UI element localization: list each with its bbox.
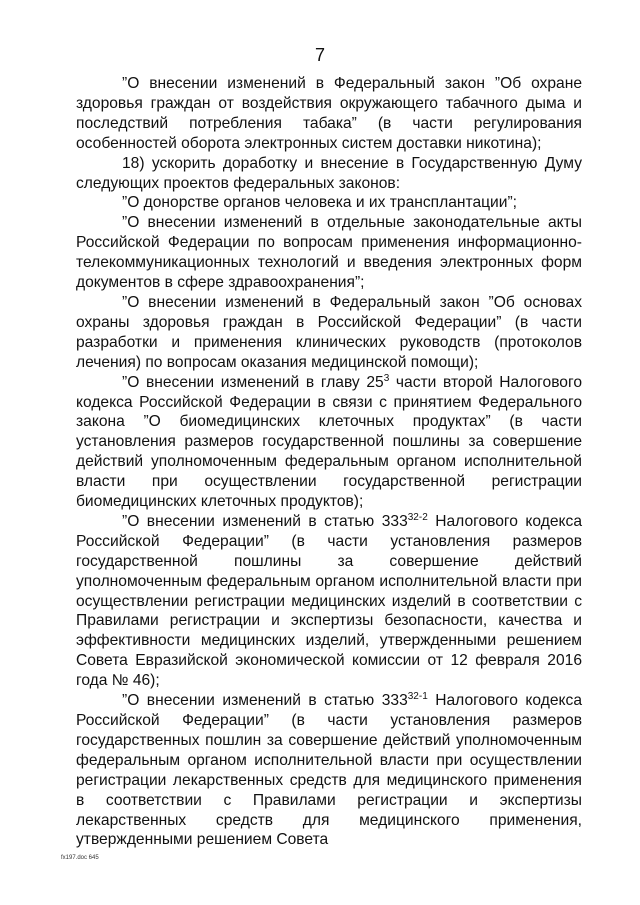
paragraph-part: Налогового кодекса Российской Федерации” (в части установления размеров государственной пошлины за совершение действий уполномоченным федеральным органом исполнительной власти при осуществлении регистрации медицинских изделий в соответствии с Правилами регистрации и экспертизы безопасности, качества и эффективности медицинских изделий, утвержденными решением Совета Евразийской экономической комиссии от 12 февраля 2016 года № 46); — [76, 512, 582, 690]
superscript: 32-1 — [407, 691, 428, 703]
page-number: 7 — [314, 45, 325, 65]
superscript: 3 — [383, 372, 390, 384]
paragraph-part: ”О внесении изменений в главу 25 — [122, 373, 384, 391]
paragraph-tobacco-law: ”О внесении изменений в Федеральный закон ”Об охране здоровья граждан от воздействия окружающего табачного дыма и последствий потребления табака” (в части регулирования особенностей оборота электронных систем доставки никотина); — [76, 75, 582, 152]
paragraph-organ-donation: ”О донорстве органов человека и их трансплантации”; — [122, 194, 517, 212]
paragraph-it-healthcare: ”О внесении изменений в отдельные законодательные акты Российской Федерации по вопросам применения информационно-телекоммуникационных технологий и введения электронных форм документов в сфере здравоохранения”; — [76, 214, 582, 292]
body-text — [76, 74, 582, 850]
superscript: 32-2 — [407, 511, 428, 523]
paragraph-clinical-guidelines: ”О внесении изменений в Федеральный закон ”Об основах охраны здоровья граждан в Российской Федерации” (в части разработки и применения клинических руководств (протоколов лечения) по вопросам оказания медицинской помощи); — [76, 293, 582, 371]
paragraph-part: части второй Налогового кодекса Российской Федерации в связи с принятием Федерального закона ”О биомедицинских клеточных продуктах” (в части установления размеров государственной пошлины за совершение действий уполномоченным федеральным органом исполнительной власти при осуществлении государственной регистрации биомедицинских клеточных продуктов); — [76, 373, 582, 511]
paragraph-article-333-32-2 — [76, 512, 582, 691]
paragraph-article-333-32-1 — [76, 691, 582, 850]
paragraph-part: ”О внесении изменений в статью 333 — [122, 692, 408, 710]
footer-file-reference: fx197.doc 645 — [61, 855, 99, 861]
paragraph-part: Налогового кодекса Российской Федерации” (в части установления размеров государственных пошлин за совершение действий уполномоченным федеральным органом исполнительной власти при осуществлении регистрации лекарственных средств для медицинского применения в соответствии с Правилами регистрации и экспертизы лекарственных средств для медицинского применения, утвержденными решением Совета — [76, 692, 582, 849]
paragraph-part: ”О внесении изменений в статью 333 — [122, 512, 408, 530]
paragraph-item-18: 18) ускорить доработку и внесение в Государственную Думу следующих проектов федеральных законов: — [76, 154, 582, 192]
paragraph-chapter-25-3 — [76, 373, 582, 512]
